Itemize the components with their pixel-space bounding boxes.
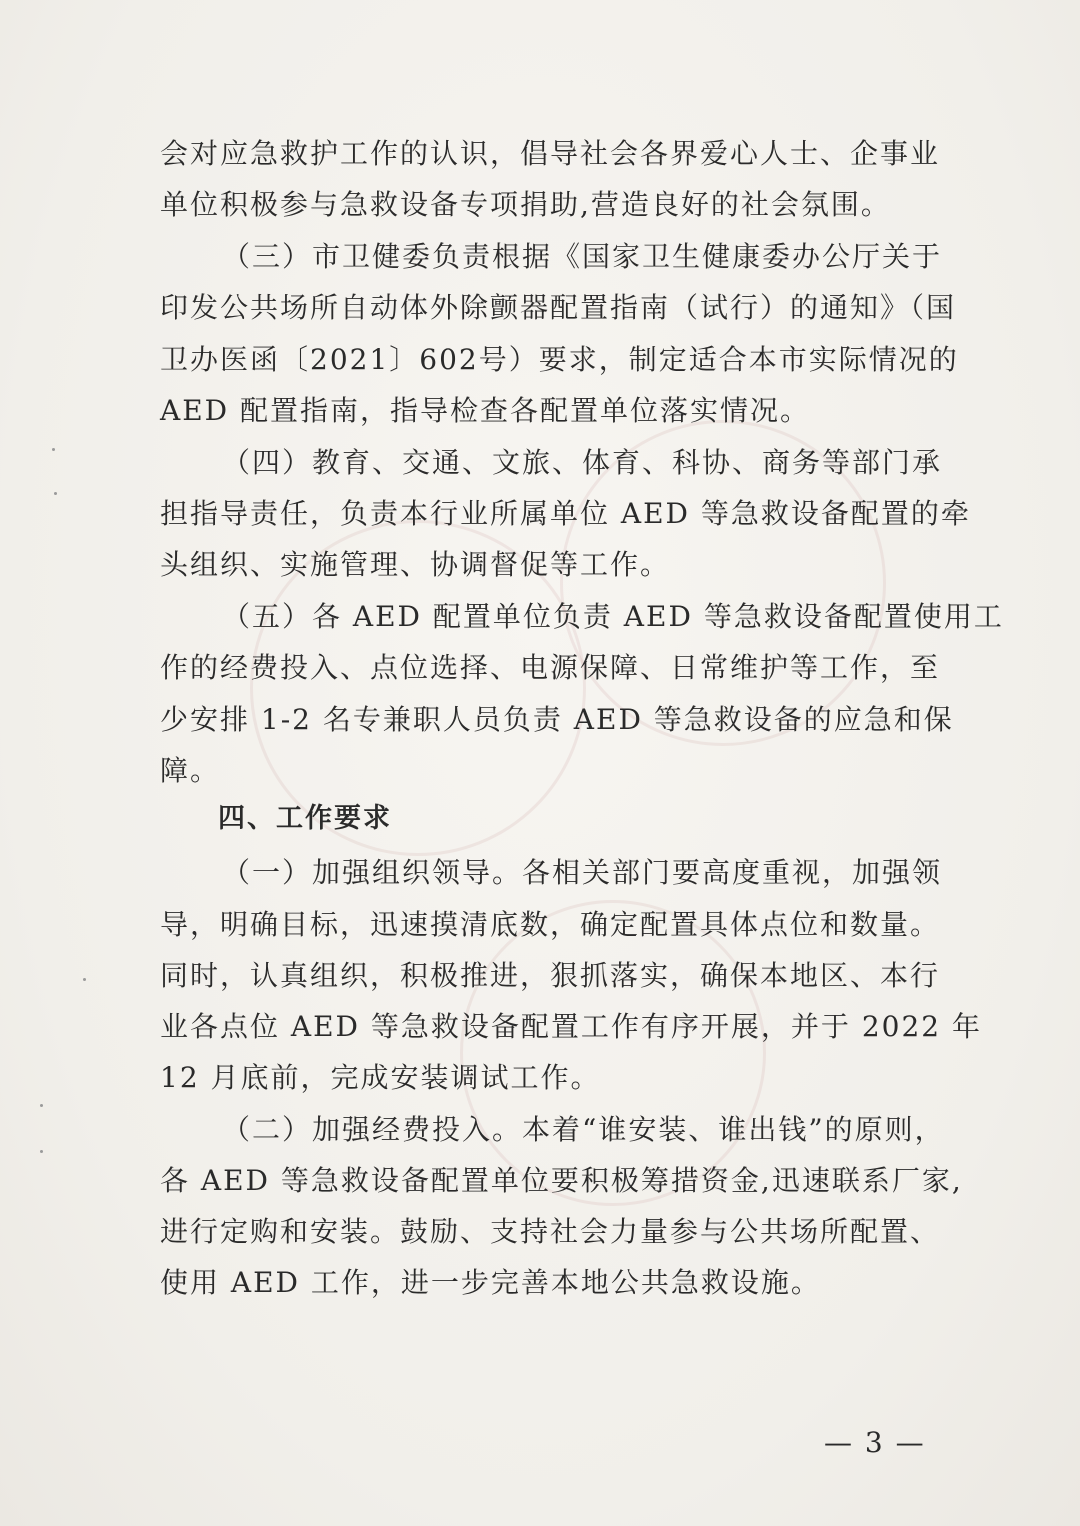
body-line: 使用 AED 工作，进一步完善本地公共急救设施。 [160,1266,821,1299]
body-line: （五）各 AED 配置单位负责 AED 等急救设备配置使用工 [222,600,1004,633]
body-line: （一）加强组织领导。各相关部门要高度重视，加强领 [222,856,943,889]
body-line: 进行定购和安装。鼓励、支持社会力量参与公共场所配置、 [160,1215,941,1248]
body-line: 头组织、实施管理、协调督促等工作。 [160,548,671,581]
body-line: （四）教育、交通、文旅、体育、科协、商务等部门承 [222,446,943,479]
body-line: 卫办医函〔2021〕602号）要求，制定适合本市实际情况的 [160,343,959,376]
margin-mark [54,492,57,495]
margin-mark [40,1150,43,1153]
margin-mark [52,448,55,451]
body-line: 单位积极参与急救设备专项捐助,营造良好的社会氛围。 [160,188,891,221]
body-line: 导，明确目标，迅速摸清底数，确定配置具体点位和数量。 [160,908,941,941]
body-line: 会对应急救护工作的认识，倡导社会各界爱心人士、企事业 [160,137,941,170]
body-line: 12 月底前，完成安装调试工作。 [160,1061,601,1094]
body-line: （三）市卫健委负责根据《国家卫生健康委办公厅关于 [222,240,943,273]
section-heading: 四、工作要求 [218,803,392,834]
page-number: — 3 — [824,1426,926,1459]
faded-seal-bottom [460,900,766,1206]
body-line: 作的经费投入、点位选择、电源保障、日常维护等工作，至 [160,651,941,684]
body-line: 担指导责任，负责本行业所属单位 AED 等急救设备配置的牵 [160,497,971,530]
body-line: （二）加强经费投入。本着“谁安装、谁出钱”的原则， [222,1113,945,1146]
margin-mark [40,1104,43,1107]
body-line: AED 配置指南，指导检查各配置单位落实情况。 [160,394,811,427]
margin-mark [83,978,86,981]
body-line: 少安排 1-2 名专兼职人员负责 AED 等急救设备的应急和保 [160,703,954,736]
body-line: 业各点位 AED 等急救设备配置工作有序开展，并于 2022 年 [160,1010,982,1043]
body-line: 各 AED 等急救设备配置单位要积极筹措资金,迅速联系厂家, [160,1164,963,1197]
body-line: 同时，认真组织，积极推进，狠抓落实，确保本地区、本行 [160,959,941,992]
body-line: 障。 [160,754,221,787]
body-line: 印发公共场所自动体外除颤器配置指南（试行）的通知》（国 [160,291,957,324]
